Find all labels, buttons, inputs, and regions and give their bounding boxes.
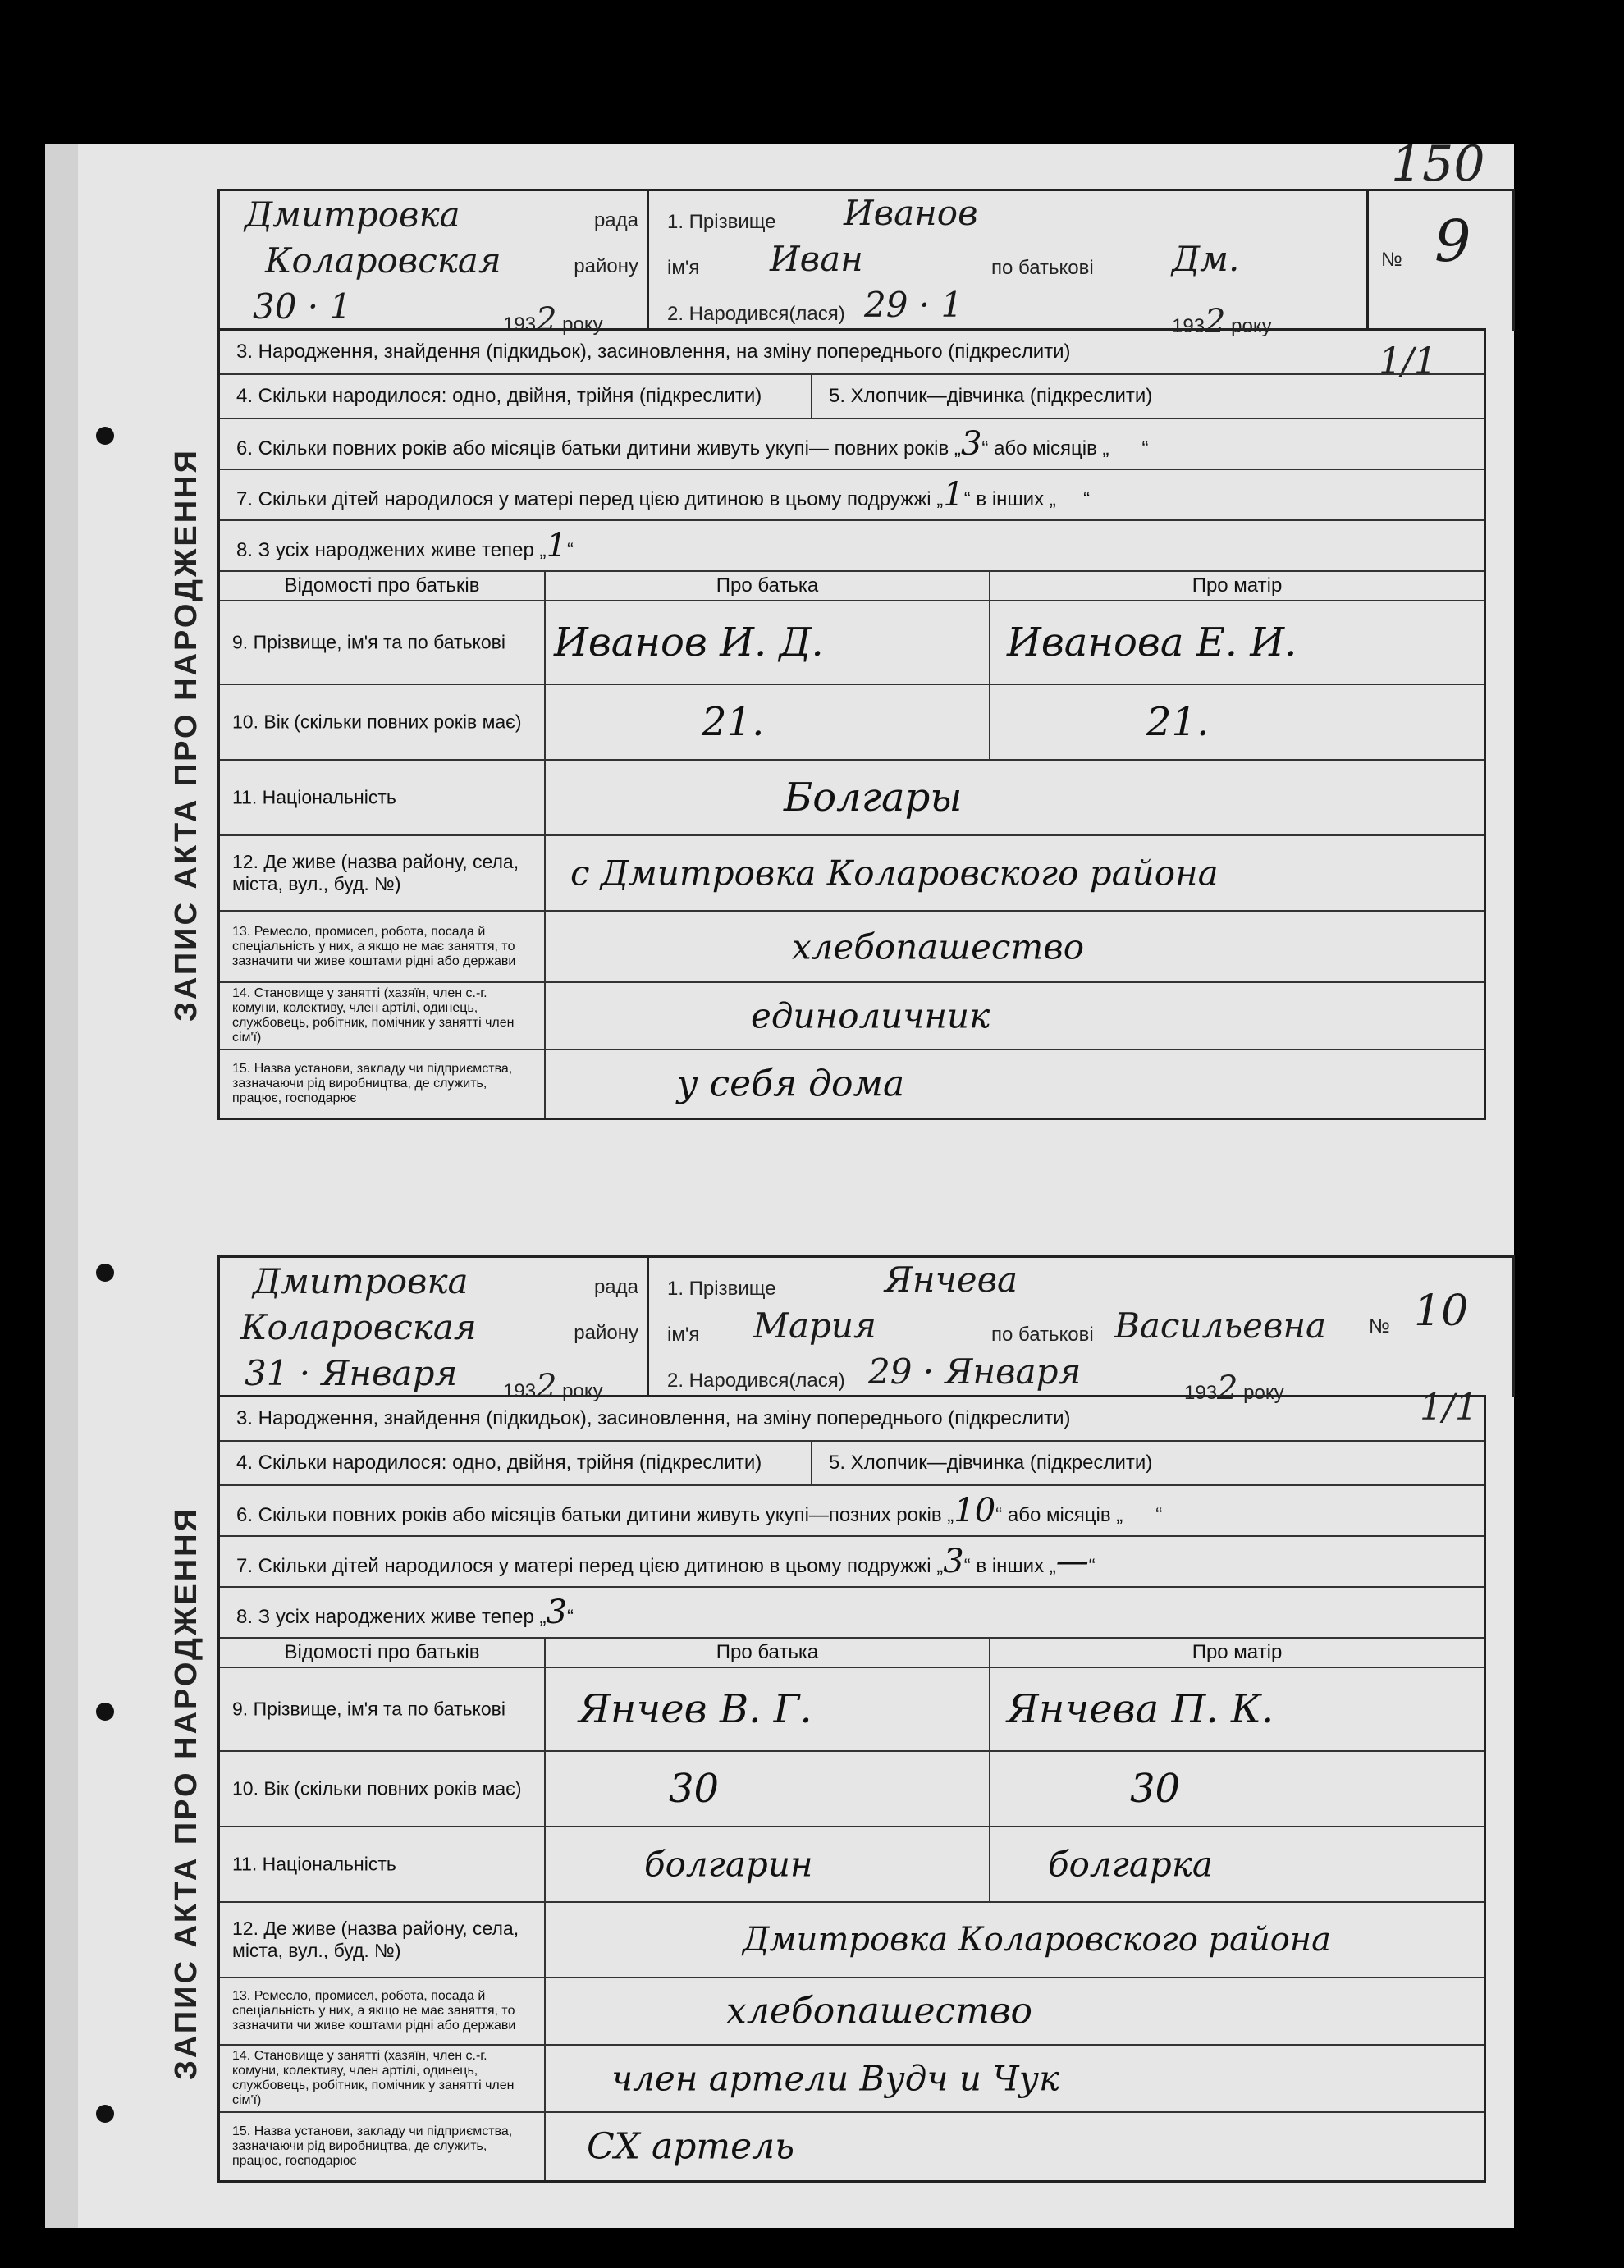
row-8: 8. З усіх народжених живе тепер „1“ xyxy=(236,527,574,565)
binder-hole xyxy=(96,1264,114,1282)
district-value: Коларовская xyxy=(265,240,501,281)
binder-hole xyxy=(96,427,114,445)
residence: Дмитровка Коларовского района xyxy=(743,1921,1331,1959)
binder-hole xyxy=(96,1703,114,1721)
row-4: 4. Скільки народилося: одно, двійня, трійня (підкреслити) xyxy=(236,1452,762,1474)
father-age: 21. xyxy=(702,699,765,745)
birth-date: 29 · Января xyxy=(868,1351,1082,1392)
father-nationality: болгарин xyxy=(644,1844,813,1885)
surname-value: Янчева xyxy=(885,1260,1018,1300)
margin-note: 1/1 xyxy=(1379,341,1437,382)
birth-record-2 xyxy=(168,1255,1510,2187)
village-value: Дмитровка xyxy=(245,194,460,235)
margin-note: 1/1 xyxy=(1420,1387,1478,1429)
mother-age: 30 xyxy=(1130,1766,1181,1812)
occupation: хлебопашество xyxy=(726,1990,1032,2033)
mother-age: 21. xyxy=(1146,699,1210,745)
registration-date: 30 · 1 xyxy=(253,286,352,327)
mother-name: Иванова Е. И. xyxy=(1007,620,1297,665)
row-3: 3. Народження, знайдення (підкидьок), засиновлення, на зміну попереднього (підкреслити) xyxy=(236,341,1071,363)
registration-date: 31 · Января xyxy=(245,1353,458,1393)
employment-status: член артели Вудч и Чук xyxy=(611,2058,1060,2099)
birth-record-1 xyxy=(168,189,1510,1136)
surname-value: Иванов xyxy=(844,193,978,233)
name-value: Иван xyxy=(770,239,863,279)
patronymic-value: Васильевна xyxy=(1114,1305,1327,1346)
row-4: 4. Скільки народилося: одно, двійня, трійня (підкреслити) xyxy=(236,385,762,407)
district-value: Коларовская xyxy=(240,1307,477,1347)
row-5: 5. Хлопчик—дівчинка (підкреслити) xyxy=(829,1452,1153,1474)
archive-page xyxy=(45,135,1514,2228)
record-body: ЗАПИС АКТА ПРО НАРОДЖЕННЯ 3. Народження, знайдення (підкидьок), засиновлення, на зміну попереднього (підкреслити) 4. Скільки народилося: одно, двійня, трійня (підкреслити) 5. Хлопчик—дівчинка (підкреслити) 6. Скільки повних років або місяців батьки дитини живуть укупі—позних років „10“ або місяців „ “ 7. Скільки дітей народилося у матері перед цією дитиною в цьому подружжі „3“ в інших „—“ 8. З усіх народжених живе тепер „3“ Відомості про батьків Про батька Про матір 9. Прізвище, ім'я та по батькові Янчев В. Г. Янчева П. К. 10. Вік (скільки повних років має) 30 30 11. Національність болгарин болгарка 12. Де живе (назва району, села, міста, вул., буд. №) Дмитровка Коларовского района 13. Ремесло, промисел, робота, посада й спеціальність у них, а якщо не має заняття, то зазначити чи живе коштами рідні або держави хлебопашество 14. Становище у занятті (хазяїн, член с.-г. комуни, колективу, член артілі, одинець, службовець, робітник, помічник у занятті член сім'ї) член артели Вудч и Чук 15. Назва установи, закладу чи підприємства, зазначаючи рід виробництва, де служить, працює, господарює СХ артель xyxy=(217,1395,1486,2183)
father-age: 30 xyxy=(669,1766,720,1812)
mother-nationality: болгарка xyxy=(1048,1844,1213,1885)
record-header: Дмитровка рада Коларовская району 30 · 1 1932 року 1. Прізвище Иванов ім'я Иван по батькові Дм. 2. Народився(лася) 29 · 1 1932 року № 9 xyxy=(217,189,1515,331)
residence: с Дмитровка Коларовского района xyxy=(570,853,1219,894)
employment-status: единоличник xyxy=(751,995,990,1036)
row-3: 3. Народження, знайдення (підкидьок), засиновлення, на зміну попереднього (підкреслити) xyxy=(236,1407,1071,1429)
birth-date: 29 · 1 xyxy=(864,285,963,325)
occupation: хлебопашество xyxy=(792,926,1085,967)
row-6: 6. Скільки повних років або місяців батьки дитини живуть укупі— повних років „3“ або місяців „ “ xyxy=(236,425,1149,463)
row-5: 5. Хлопчик—дівчинка (підкреслити) xyxy=(829,385,1153,407)
father-name: Янчев В. Г. xyxy=(579,1686,812,1732)
name-value: Мария xyxy=(753,1305,876,1346)
row-7: 7. Скільки дітей народилося у матері перед цією дитиною в цьому подружжі „1“ в інших „ “ xyxy=(236,476,1091,514)
workplace: СХ артель xyxy=(587,2125,795,2168)
binder-hole xyxy=(96,2105,114,2123)
nationality: Болгары xyxy=(784,775,963,821)
record-number: 10 xyxy=(1414,1287,1469,1336)
vertical-title: ЗАПИС АКТА ПРО НАРОДЖЕННЯ xyxy=(168,448,204,1022)
row-8: 8. З усіх народжених живе тепер „3“ xyxy=(236,1594,574,1631)
record-number: 9 xyxy=(1434,208,1471,275)
row-6: 6. Скільки повних років або місяців батьки дитини живуть укупі—позних років „10“ або місяців „ “ xyxy=(236,1492,1163,1530)
page-number-stamp: 150 xyxy=(1391,135,1485,193)
workplace: у себя дома xyxy=(677,1063,905,1105)
mother-name: Янчева П. К. xyxy=(1007,1686,1274,1732)
patronymic-value: Дм. xyxy=(1172,239,1240,279)
record-body: ЗАПИС АКТА ПРО НАРОДЖЕННЯ 3. Народження, знайдення (підкидьок), засиновлення, на зміну попереднього (підкреслити) 4. Скільки народилося: одно, двійня, трійня (підкреслити) 5. Хлопчик—дівчинка (підкреслити) 6. Скільки повних років або місяців батьки дитини живуть укупі— повних років „3“ або місяців „ “ 7. Скільки дітей народилося у матері перед цією дитиною в цьому подружжі „1“ в інших „ “ 8. З усіх народжених живе тепер „1“ Відомості про батьків Про батька Про матір 9. Прізвище, ім'я та по батькові Иванов И. Д. Иванова Е. И. 10. Вік (скільки повних років має) 21. 21. 11. Національність Болгары 12. Де живе (назва району, села, міста, вул., буд. №) с Дмитровка Коларовского района 13. Ремесло, промисел, робота, посада й спеціальність у них, а якщо не має заняття, то зазначити чи живе коштами рідні або держави хлебопашество 14. Становище у занятті (хазяїн, член с.-г. комуни, колективу, член артілі, одинець, службовець, робітник, помічник у занятті член сім'ї) единоличник 15. Назва установи, закладу чи підприємства, зазначаючи рід виробництва, де служить, працює, господарює у себя дома xyxy=(217,328,1486,1120)
village-value: Дмитровка xyxy=(253,1261,469,1301)
row-7: 7. Скільки дітей народилося у матері перед цією дитиною в цьому подружжі „3“ в інших „—“ xyxy=(236,1543,1096,1580)
record-header: Дмитровка рада Коларовская району 31 · Января 1932 року 1. Прізвище Янчева ім'я Мария по батькові Васильевна 2. Народився(лася) 29 · Января 1932 року № 10 xyxy=(217,1255,1515,1397)
vertical-title: ЗАПИС АКТА ПРО НАРОДЖЕННЯ xyxy=(168,1507,204,2080)
father-name: Иванов И. Д. xyxy=(554,620,824,665)
